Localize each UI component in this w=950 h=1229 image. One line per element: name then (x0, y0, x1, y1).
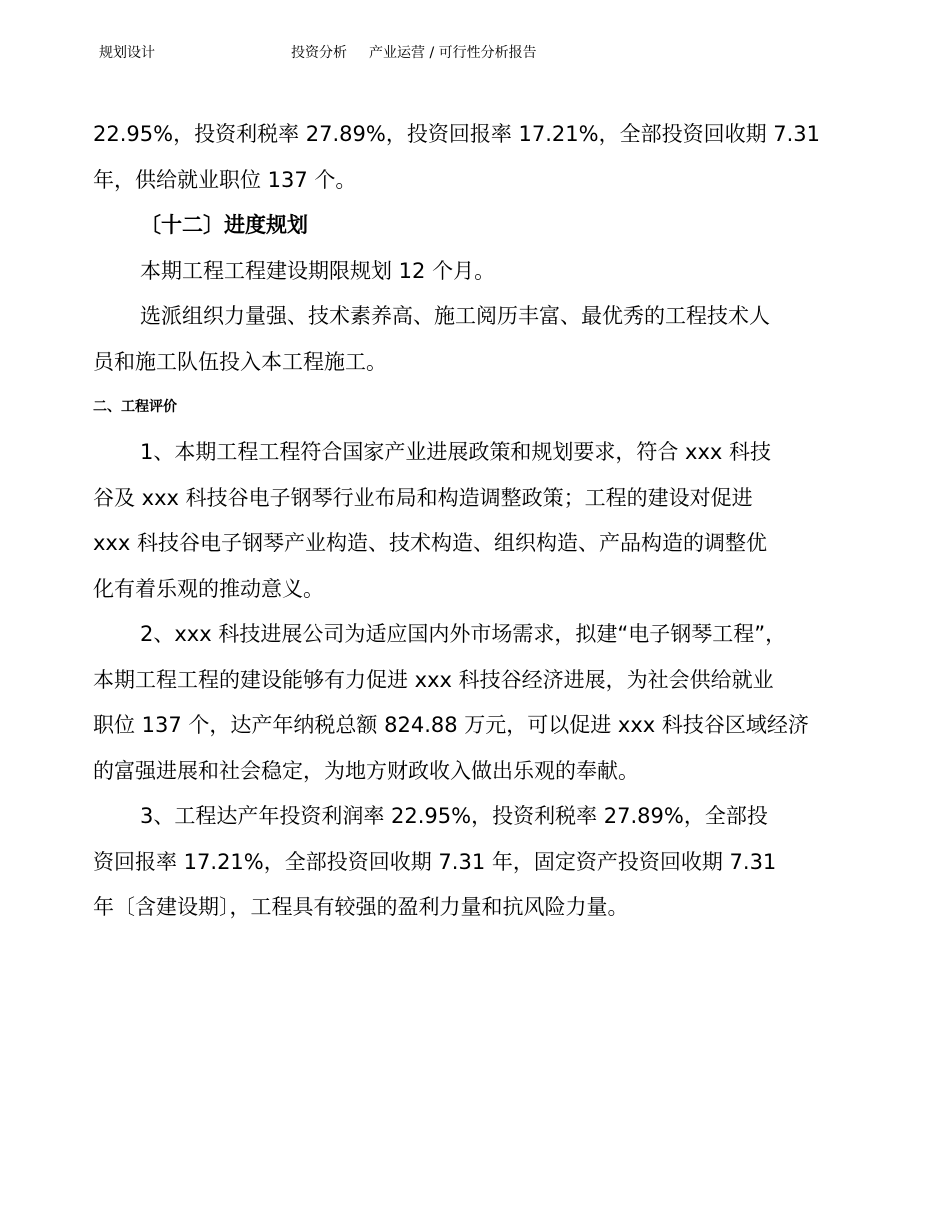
item-2-line-3: 职位 137 个，达产年纳税总额 824.88 万元，可以促进 xxx 科技谷区域经济 (93, 713, 809, 737)
intro-line-1: 22.95%，投资利税率 27.89%，投资回报率 17.21%，全部投资回收期 7.31 (93, 122, 821, 146)
item-3-line-1: 3、工程达产年投资利润率 22.95%，投资利税率 27.89%，全部投 (140, 804, 768, 828)
page-header (0, 42, 950, 64)
item-3-line-2: 资回报率 17.21%，全部投资回收期 7.31 年，固定资产投资回收期 7.31 (93, 849, 777, 874)
header-left-text: 规划设计 (99, 45, 155, 61)
item-2-line-1: 2、xxx 科技进展公司为适应国内外市场需求，拟建“电子钢琴工程”， (140, 622, 787, 646)
schedule-paragraph-2-line-2: 员和施工队伍投入本工程施工。 (93, 349, 387, 374)
header-middle-text: 投资分析 (291, 45, 347, 61)
item-1-line-4: 化有着乐观的推动意义。 (93, 576, 324, 601)
schedule-heading: 〔十二〕进度规划 (140, 213, 308, 237)
item-1-line-3: xxx 科技谷电子钢琴产业构造、技术构造、组织构造、产品构造的调整优 (93, 531, 767, 555)
item-1-line-2: 谷及 xxx 科技谷电子钢琴行业布局和构造调整政策；工程的建设对促进 (93, 485, 753, 510)
item-2-line-2: 本期工程工程的建设能够有力促进 xxx 科技谷经济进展，为社会供给就业 (93, 667, 774, 692)
item-1-line-1: 1、本期工程工程符合国家产业进展政策和规划要求，符合 xxx 科技 (140, 440, 771, 464)
evaluation-heading: 二、工程评价 (93, 399, 177, 415)
document-body (93, 112, 893, 931)
header-right-text: 产业运营 / 可行性分析报告 (369, 45, 537, 61)
item-2-line-4: 的富强进展和社会稳定，为地方财政收入做出乐观的奉献。 (93, 758, 639, 783)
item-3-line-3: 年〔含建设期〕，工程具有较强的盈利力量和抗风险力量。 (93, 895, 629, 919)
schedule-paragraph-1: 本期工程工程建设期限规划 12 个月。 (140, 258, 496, 283)
schedule-paragraph-2-line-1: 选派组织力量强、技术素养高、施工阅历丰富、最优秀的工程技术人 (140, 304, 770, 328)
intro-line-2: 年，供给就业职位 137 个。 (93, 167, 357, 192)
